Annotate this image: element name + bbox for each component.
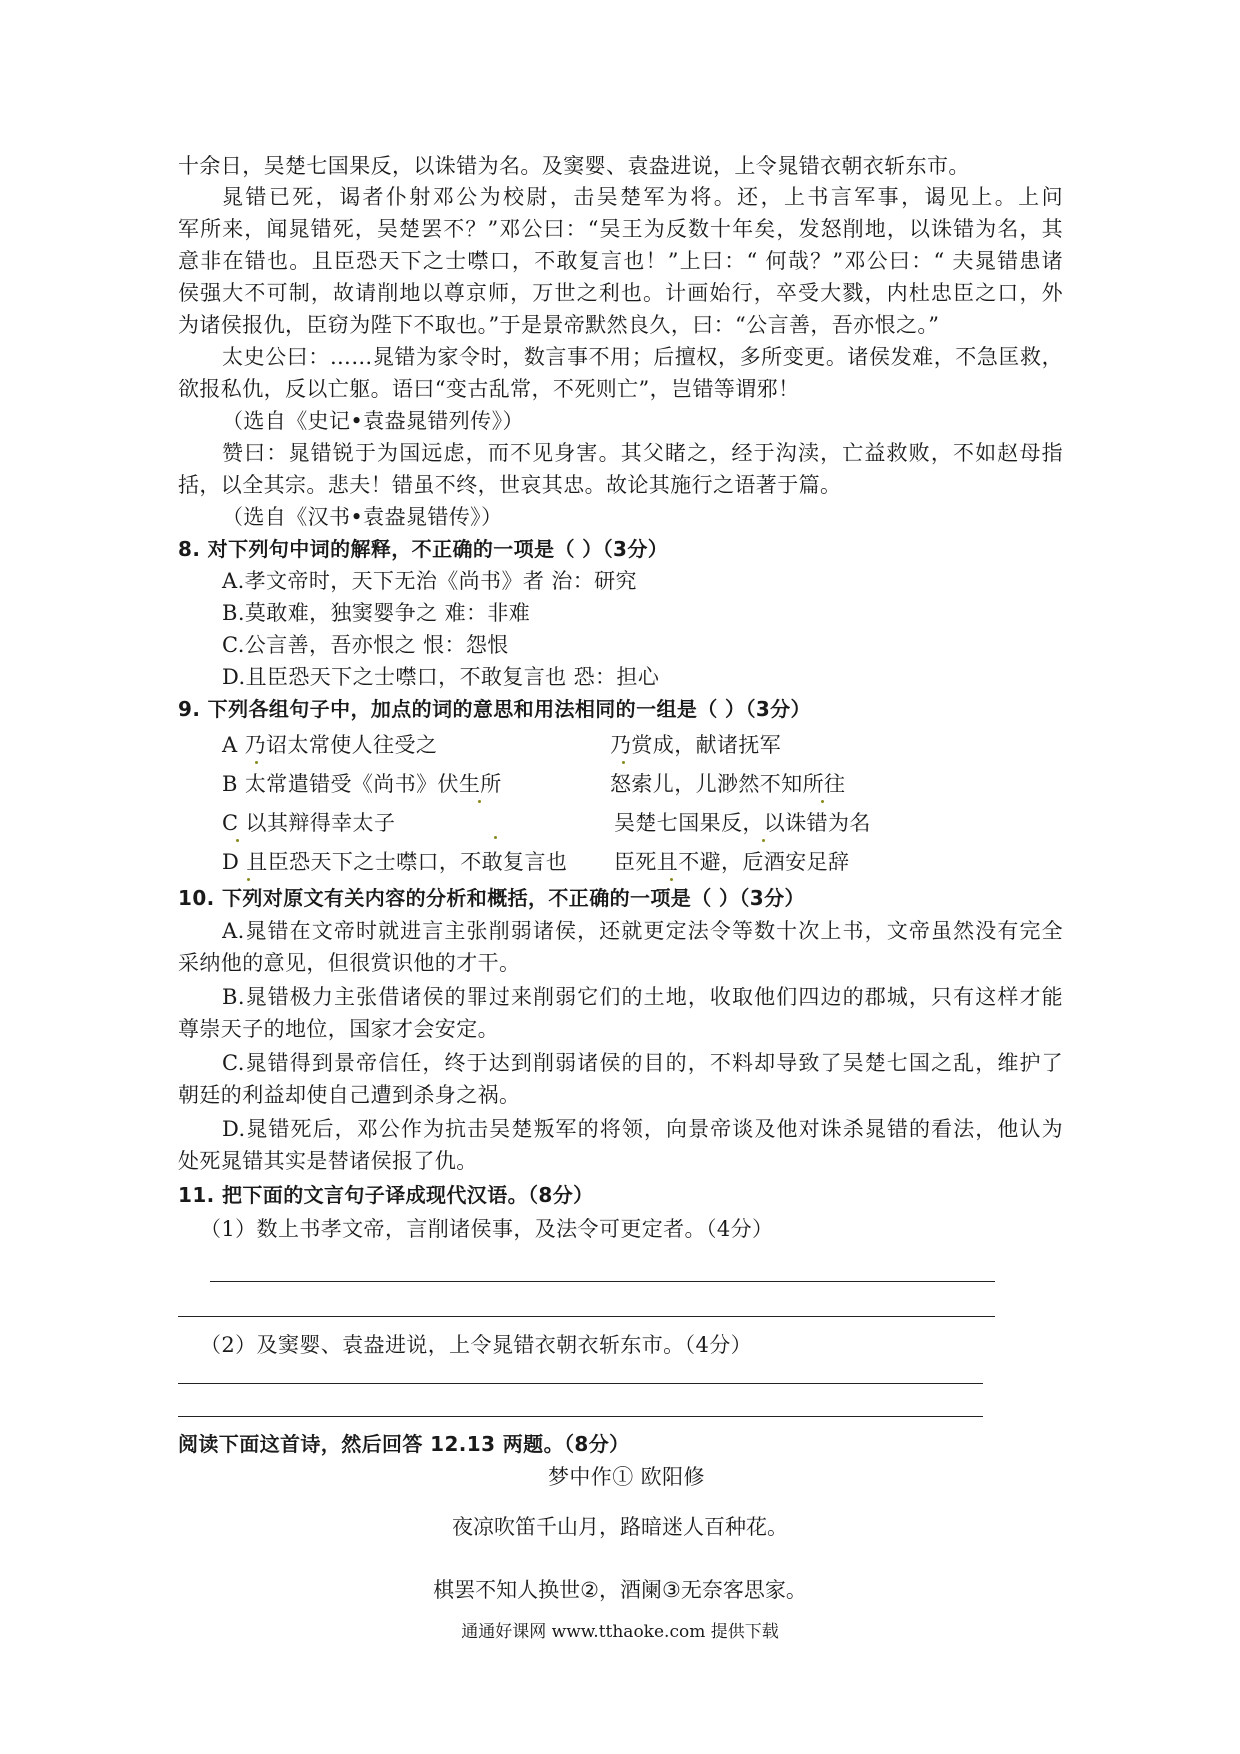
question-10-option-b-cont: 尊崇天子的地位，国家才会安定。 bbox=[178, 1017, 499, 1041]
question-9-option-c-left: C 以其辩得幸太子 bbox=[222, 811, 396, 835]
source-citation: （选自《史记•袁盎晁错列传》） bbox=[222, 409, 524, 433]
question-11-sentence-1: （1）数上书孝文帝，言削诸侯事，及法令可更定者。（4分） bbox=[200, 1217, 774, 1241]
question-10-option-d-cont: 处死晁错其实是替诸侯报了仇。 bbox=[178, 1149, 478, 1173]
passage-line: 晁错已死，谒者仆射邓公为校尉，击吴楚军为将。还，上书言军事，谒见上。上问 bbox=[222, 185, 1063, 209]
emphasis-dot bbox=[236, 839, 239, 842]
page-footer: 通通好课网 www.tthaoke.com 提供下载 bbox=[461, 1622, 779, 1642]
question-9-option-a-right: 乃赏成，献诸抚军 bbox=[610, 733, 782, 757]
poem-title: 梦中作① 欧阳修 bbox=[548, 1465, 705, 1489]
question-9-option-c-right: 吴楚七国果反，以诛错为名 bbox=[614, 811, 871, 835]
question-10-option-a-cont: 采纳他的意见，但很赏识他的才干。 bbox=[178, 951, 521, 975]
passage-line: 欲报私仇，反以亡躯。语曰“变古乱常，不死则亡”，岂错等谓邪！ bbox=[178, 377, 800, 401]
passage-line: 为诸侯报仇，臣窃为陛下不取也。”于是景帝默然良久，曰：“公言善，吾亦恨之。” bbox=[178, 313, 940, 337]
question-10-option-d: D.晁错死后，邓公作为抗击吴楚叛军的将领，向景帝谈及他对诛杀晁错的看法，他认为 bbox=[222, 1117, 1063, 1141]
question-10-option-b: B.晁错极力主张借诸侯的罪过来削弱它们的土地，收取他们四边的郡城，只有这样才能 bbox=[222, 985, 1063, 1009]
passage-line: 太史公曰：……晁错为家令时，数言事不用；后擅权，多所变更。诸侯发难，不急匡救， bbox=[222, 345, 1063, 369]
answer-line bbox=[210, 1281, 995, 1282]
question-9-option-d-left: D 且臣恐天下之士噤口，不敢复言也 bbox=[222, 850, 568, 874]
question-8-option-b: B.莫敢难，独窦婴争之 难：非难 bbox=[222, 601, 531, 625]
emphasis-dot bbox=[670, 878, 673, 881]
passage-line: 十余日，吴楚七国果反，以诛错为名。及窦婴、袁盎进说，上令晁错衣朝衣斩东市。 bbox=[178, 154, 970, 178]
passage-line: 括，以全其宗。悲夫！错虽不终，世哀其忠。故论其施行之语著于篇。 bbox=[178, 473, 842, 497]
question-10-option-c: C.晁错得到景帝信任，终于达到削弱诸侯的目的，不料却导致了吴楚七国之乱，维护了 bbox=[222, 1051, 1063, 1075]
question-11-sentence-2: （2）及窦婴、袁盎进说，上令晁错衣朝衣斩东市。（4分） bbox=[200, 1333, 753, 1357]
passage-line: 赞曰：晁错锐于为国远虑，而不见身害。其父睹之，经于沟渎，亡益救败，不如赵母指 bbox=[222, 441, 1063, 465]
emphasis-dot bbox=[821, 800, 824, 803]
emphasis-dot bbox=[494, 836, 497, 839]
passage-line: 侯强大不可制，故请削地以尊京师，万世之利也。计画始行，卒受大戮，内杜忠臣之口，外 bbox=[178, 281, 1063, 305]
poem-line-2: 棋罢不知人换世②，酒阑③无奈客思家。 bbox=[433, 1578, 807, 1602]
question-8-option-a: A.孝文帝时，天下无治《尚书》者 治：研究 bbox=[222, 569, 637, 593]
answer-line bbox=[178, 1383, 983, 1384]
question-9-option-d-right: 臣死且不避，卮酒安足辞 bbox=[614, 850, 850, 874]
passage-line: 意非在错也。且臣恐天下之士噤口，不敢复言也！”上曰：“ 何哉？”邓公曰：“ 夫晁错患诸 bbox=[178, 249, 1063, 273]
emphasis-dot bbox=[478, 800, 481, 803]
emphasis-dot bbox=[247, 878, 250, 881]
question-8-option-c: C.公言善，吾亦恨之 恨：怨恨 bbox=[222, 633, 509, 657]
question-9-stem: 9. 下列各组句子中，加点的词的意思和用法相同的一组是（ ）（3分） bbox=[178, 697, 811, 721]
question-8-option-d: D.且臣恐天下之士噤口，不敢复言也 恐：担心 bbox=[222, 665, 660, 689]
question-9-option-a-left: A 乃诏太常使人往受之 bbox=[222, 733, 438, 757]
source-citation: （选自《汉书•袁盎晁错传》） bbox=[222, 505, 503, 529]
question-11-stem: 11. 把下面的文言句子译成现代汉语。（8分） bbox=[178, 1183, 594, 1207]
poem-line-1: 夜凉吹笛千山月，路暗迷人百种花。 bbox=[452, 1515, 788, 1539]
poem-intro: 阅读下面这首诗，然后回答 12.13 两题。（8分） bbox=[178, 1432, 630, 1456]
answer-line bbox=[178, 1416, 983, 1417]
question-9-option-b-right: 怒索儿，儿渺然不知所往 bbox=[610, 772, 846, 796]
question-9-option-b-left: B 太常遣错受《尚书》伏生所 bbox=[222, 772, 502, 796]
question-10-option-a: A.晁错在文帝时就进言主张削弱诸侯，还就更定法令等数十次上书，文帝虽然没有完全 bbox=[222, 919, 1063, 943]
emphasis-dot bbox=[622, 761, 625, 764]
emphasis-dot bbox=[762, 839, 765, 842]
question-10-stem: 10. 下列对原文有关内容的分析和概括，不正确的一项是（ ）（3分） bbox=[178, 886, 805, 910]
passage-line: 军所来，闻晁错死，吴楚罢不？”邓公曰：“吴王为反数十年矣，发怒削地，以诛错为名，其 bbox=[178, 217, 1063, 241]
emphasis-dot bbox=[255, 761, 258, 764]
answer-line bbox=[178, 1316, 995, 1317]
question-10-option-c-cont: 朝廷的利益却使自己遭到杀身之祸。 bbox=[178, 1083, 521, 1107]
question-8-stem: 8. 对下列句中词的解释，不正确的一项是（ ）（3分） bbox=[178, 537, 669, 561]
